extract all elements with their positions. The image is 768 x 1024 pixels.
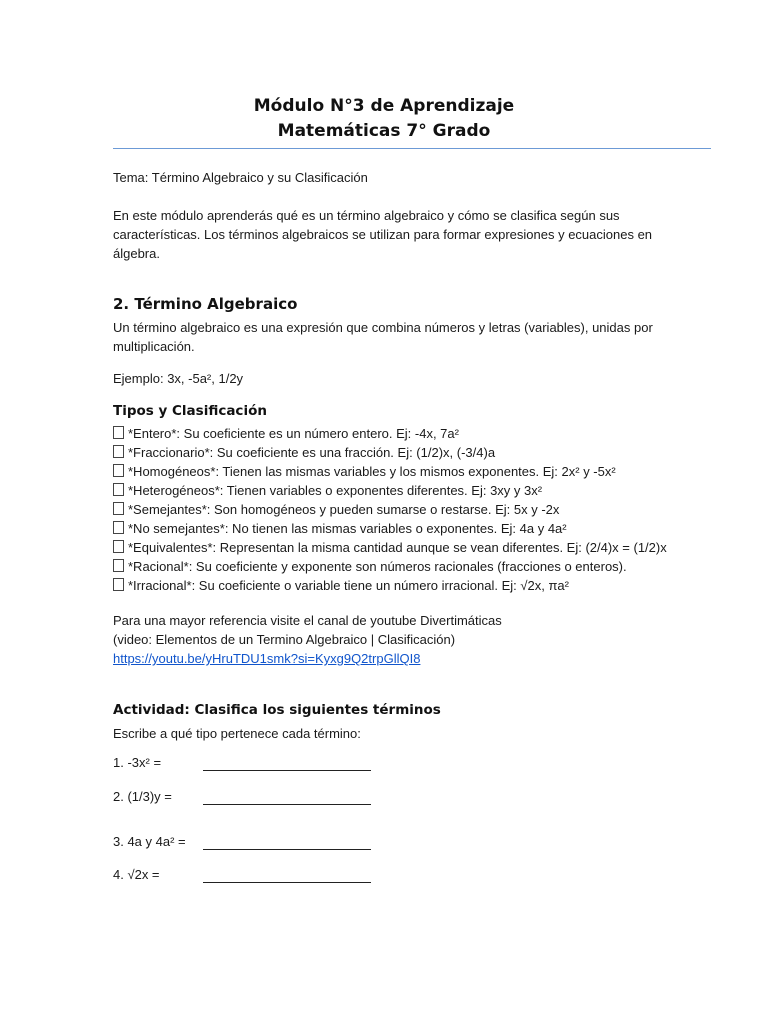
title-line-2: Matemáticas 7° Grado: [277, 121, 491, 141]
checkbox-icon: [113, 464, 124, 477]
list-item: *Semejantes*: Son homogéneos y pueden sumarse o restarse. Ej: 5x y -2x: [113, 500, 733, 519]
checkbox-icon: [113, 502, 124, 515]
answer-blank-3[interactable]: [203, 849, 371, 850]
checkbox-icon: [113, 445, 124, 458]
example-line: Ejemplo: 3x, -5a², 1/2y: [113, 371, 244, 386]
list-item: *Homogéneos*: Tienen las mismas variables y los mismos exponentes. Ej: 2x² y -5x²: [113, 462, 733, 481]
activity-item-1: 1. -3x² =: [113, 755, 162, 770]
intro-line-1: En este módulo aprenderás qué es un término algebraico y cómo se clasifica según sus: [113, 208, 620, 223]
section-heading-tipos: Tipos y Clasificación: [113, 403, 267, 419]
list-item: *Entero*: Su coeficiente es un número entero. Ej: -4x, 7a²: [113, 424, 733, 443]
list-item: *Racional*: Su coeficiente y exponente son números racionales (fracciones o enteros).: [113, 557, 733, 576]
definition-paragraph: [113, 318, 711, 356]
tema-line: Tema: Término Algebraico y su Clasificación: [113, 170, 368, 185]
checkbox-icon: [113, 559, 124, 572]
activity-instruction: Escribe a qué tipo pertenece cada término:: [113, 726, 361, 741]
reference-line-1: Para una mayor referencia visite el canal de youtube Divertimáticas: [113, 613, 502, 628]
checkbox-icon: [113, 578, 124, 591]
answer-blank-4[interactable]: [203, 882, 371, 883]
title-divider: [113, 148, 711, 149]
title-line-1: Módulo N°3 de Aprendizaje: [253, 96, 515, 116]
activity-item-2: 2. (1/3)y =: [113, 789, 172, 804]
section-heading-termino: 2. Término Algebraico: [113, 295, 298, 313]
list-item: *No semejantes*: No tienen las mismas variables o exponentes. Ej: 4a y 4a²: [113, 519, 733, 538]
activity-item-3: 3. 4a y 4a² =: [113, 834, 186, 849]
answer-blank-1[interactable]: [203, 770, 371, 771]
activity-heading: Actividad: Clasifica los siguientes términos: [113, 702, 441, 718]
intro-paragraph: [113, 206, 711, 263]
definition-line-2: multiplicación.: [113, 339, 195, 354]
reference-line-2: (video: Elementos de un Termino Algebraico | Clasificación): [113, 632, 456, 647]
tipos-list: [113, 424, 733, 595]
list-item: *Irracional*: Su coeficiente o variable tiene un número irracional. Ej: √2x, πa²: [113, 576, 733, 595]
intro-line-2: características. Los términos algebraicos se utilizan para formar expresiones y ecuaciones en: [113, 227, 653, 242]
answer-blank-2[interactable]: [203, 804, 371, 805]
checkbox-icon: [113, 483, 124, 496]
list-item: *Equivalentes*: Representan la misma cantidad aunque se vean diferentes. Ej: (2/4)x = (1/2)x: [113, 538, 733, 557]
intro-line-3: álgebra.: [113, 246, 160, 261]
checkbox-icon: [113, 540, 124, 553]
list-item: *Fraccionario*: Su coeficiente es una fracción. Ej: (1/2)x, (-3/4)a: [113, 443, 733, 462]
list-item: *Heterogéneos*: Tienen variables o exponentes diferentes. Ej: 3xy y 3x²: [113, 481, 733, 500]
definition-line-1: Un término algebraico es una expresión que combina números y letras (variables), unidas por: [113, 320, 653, 335]
reference-paragraph: [113, 611, 711, 668]
activity-item-4: 4. √2x =: [113, 867, 160, 882]
youtube-link[interactable]: https://youtu.be/yHruTDU1smk?si=Kyxg9Q2trpGllQI8: [113, 651, 421, 666]
checkbox-icon: [113, 521, 124, 534]
checkbox-icon: [113, 426, 124, 439]
page-title: [0, 94, 768, 144]
